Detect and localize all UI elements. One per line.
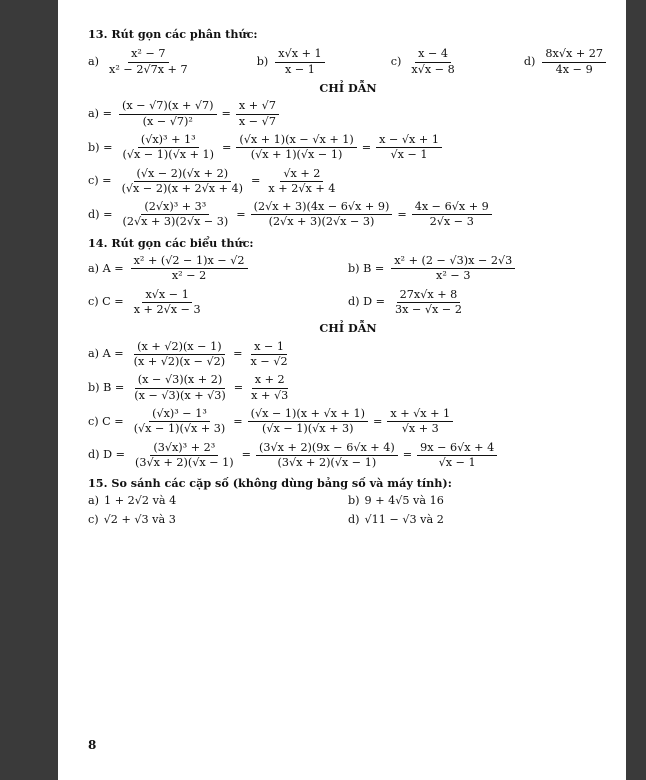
q14-item-d: d) D = $\frac{27x√x + 8}{3x - √x - 2}$: [348, 287, 462, 316]
q15-item-d: d) √11 − √3 và 2: [348, 512, 444, 526]
q15-item-a: a) 1 + 2√2 và 4: [88, 494, 177, 508]
q13-items: [88, 48, 608, 76]
q14-solution-b: b) B = $\frac{(x - √3)(x + 2)}{(x - √3)(x + √3)}$ = $\frac{x + 2}{x + √3}$: [88, 373, 289, 402]
q15-items-row1: [88, 495, 608, 507]
document-page: [58, 0, 626, 780]
q14-item-a: a) A = $\frac{\text{x² + (√2 − 1)x − √2}}{\text{x² − 2}}$: [88, 255, 348, 283]
q13-solution-b: b) = $\frac{\text{(√x)³ + 1³}}{(√x - 1)(√x + 1)}$ = $\frac{(√x + 1)(x - √x + 1)}{(√x + 1)(√x - 1)}$ = $\frac{x - √x + 1}{√x - 1}$: [88, 134, 608, 162]
q13-solution-d: d) = $\frac{\text{(2√x)³ + 3³}}{(2√x + 3)(2√x - 3)}$ = $\frac{(2√x + 3)(4x - 6√x + 9)}{(2√x + 3)(2√x - 3)}$ = $\frac{4x - 6√x + 9}{2√x - 3}$: [88, 201, 608, 229]
q15-title: 15. So sánh các cặp số (không dùng bảng số và máy tính):: [88, 476, 452, 491]
q14-item-c: c) C = $\frac{x√x - 1}{x + 2√x - 3}$: [88, 287, 201, 316]
q14-items-row2: [88, 289, 608, 317]
q13-item-c: c) $\frac{x - 4}{x√x - 8}$: [390, 47, 455, 76]
q15-items-row2: [88, 514, 608, 526]
page-content: [88, 28, 608, 532]
page-number: 8: [88, 738, 97, 752]
q13-solution-c: c) = $\frac{(√x - 2)(√x + 2)}{(√x - 2)(x + 2√x + 4)}$ = $\frac{√x + 2}{x + 2√x + 4}$: [88, 166, 336, 195]
q14-hint-heading: CHỈ DẪN: [319, 321, 377, 336]
q15-item-c: c) √2 + √3 và 3: [88, 512, 176, 526]
q14-items-row1: [88, 255, 608, 283]
q15-item-b: b) 9 + 4√5 và 16: [348, 494, 444, 508]
q14-solution-a: a) A = $\frac{(x + √2)(x - 1)}{(x + √2)(x - √2)}$ = $\frac{x - 1}{x - √2}$: [88, 339, 288, 368]
q13-item-d: d) $\frac{8x√x + 27}{4x - 9}$: [524, 48, 608, 76]
q13-item-b: b) $\frac{x√x + 1}{x - 1}$: [257, 48, 327, 76]
q14-title: 14. Rút gọn các biểu thức:: [88, 235, 254, 250]
q14-item-b: b) B = $\frac{\text{x² + (2 − √3)x − 2√3}}{\text{x² − 3}}$: [348, 255, 608, 283]
q13-title: 13. Rút gọn các phân thức:: [88, 27, 258, 41]
q13-hint-heading: CHỈ DẪN: [319, 80, 377, 95]
q14-solution-c: c) C = $\frac{\text{(√x)³ − 1³}}{(√x - 1)(√x + 3)}$ = $\frac{(√x - 1)(x + √x + 1)}{(√x - 1)(√x + 3)}$ = $\frac{x + √x + 1}{√x + 3}$: [88, 408, 608, 436]
q13-solution-a: a) = $\frac{(x - √7)(x + √7)}{\text{(x − √7)²}}$ = $\frac{x + √7}{x - √7}$: [88, 100, 608, 128]
q13-item-a: a) $\frac{\text{x² − 7}}{\text{x² − 2√7x + 7}}$: [88, 47, 188, 76]
q14-solution-d: d) D = $\frac{\text{(3√x)³ + 2³}}{(3√x + 2)(√x - 1)}$ = $\frac{(3√x + 2)(9x - 6√x + 4)}{(3√x + 2)(√x - 1)}$ = $\frac{9x - 6√x + 4}{√x - 1}$: [88, 442, 608, 470]
